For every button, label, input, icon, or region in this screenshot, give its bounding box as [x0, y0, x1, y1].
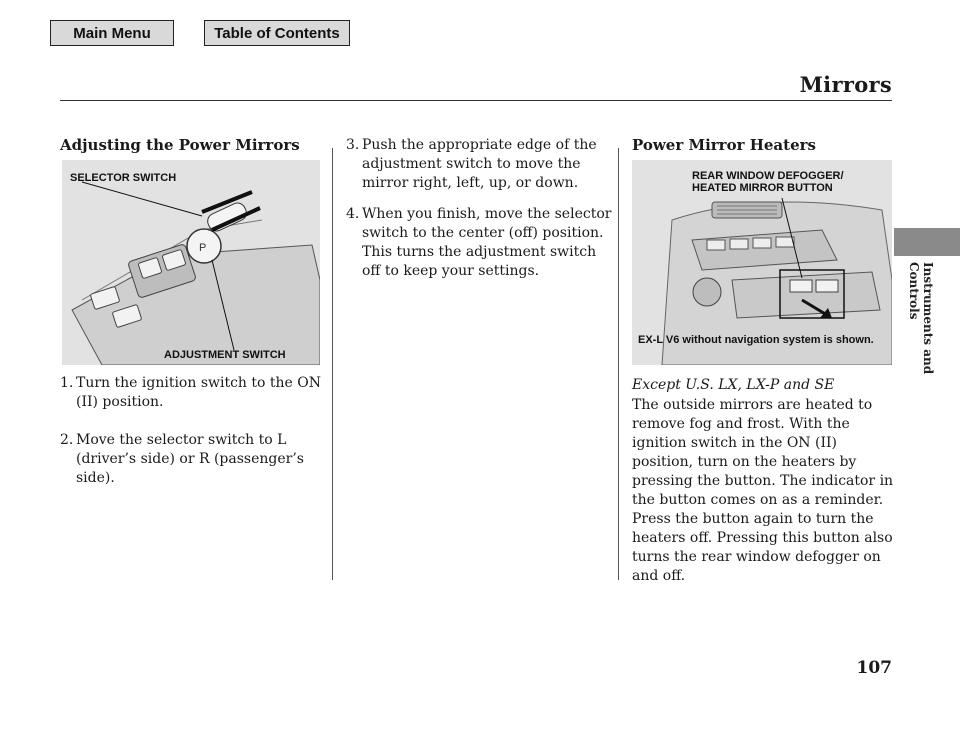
mirror-switch-drawing	[62, 160, 320, 365]
selector-switch-callout: SELECTOR SWITCH	[70, 172, 177, 184]
heaters-body-text: The outside mirrors are heated to remove fog and frost. With the ignition switch in the ON (II) position, turn on the heaters by pressing the button. The indicator in the button comes on as a reminder. Press the button again to turn the heaters off. Pressing this button also turns the rear window defogger on and off.	[632, 397, 894, 584]
step-number: 4.	[346, 206, 360, 222]
step-4	[346, 205, 616, 281]
column-divider-right	[618, 148, 619, 580]
mirror-switch-illustration	[62, 160, 320, 365]
main-menu-button[interactable]: Main Menu	[50, 20, 174, 46]
svg-text:P: P	[199, 242, 207, 254]
table-of-contents-button[interactable]: Table of Contents	[204, 20, 350, 46]
page-section-title: Mirrors	[799, 72, 892, 97]
chapter-tab-marker	[894, 228, 960, 256]
step-number: 2.	[60, 432, 74, 448]
step-text: Turn the ignition switch to the ON (II) position.	[76, 375, 322, 410]
adjustment-switch-callout: ADJUSTMENT SWITCH	[164, 349, 286, 361]
step-text: Push the appropriate edge of the adjustment switch to move the mirror right, left, up, or down.	[362, 137, 597, 191]
defogger-button-callout: REAR WINDOW DEFOGGER/ HEATED MIRROR BUTTON	[692, 170, 844, 194]
header-divider	[60, 100, 892, 101]
step-3	[346, 136, 616, 193]
step-number: 1.	[60, 375, 74, 391]
step-text: When you finish, move the selector switch to the center (off) position. This turns the adjustment switch off to keep your settings.	[362, 206, 612, 279]
mirror-heaters-heading: Power Mirror Heaters	[632, 136, 816, 154]
step-1	[60, 374, 328, 412]
step-text: Move the selector switch to L (driver’s side) or R (passenger’s side).	[76, 432, 304, 486]
model-caption: EX-L V6 without navigation system is shown.	[638, 334, 874, 346]
adjusting-mirrors-heading: Adjusting the Power Mirrors	[60, 136, 300, 154]
chapter-side-label: Instruments and Controls	[907, 262, 935, 375]
page-number: 107	[856, 658, 892, 678]
column-divider-left	[332, 148, 333, 580]
defogger-button-illustration	[632, 160, 892, 365]
step-number: 3.	[346, 137, 360, 153]
step-2	[60, 431, 328, 488]
applicability-note: Except U.S. LX, LX-P and SE	[632, 377, 835, 393]
